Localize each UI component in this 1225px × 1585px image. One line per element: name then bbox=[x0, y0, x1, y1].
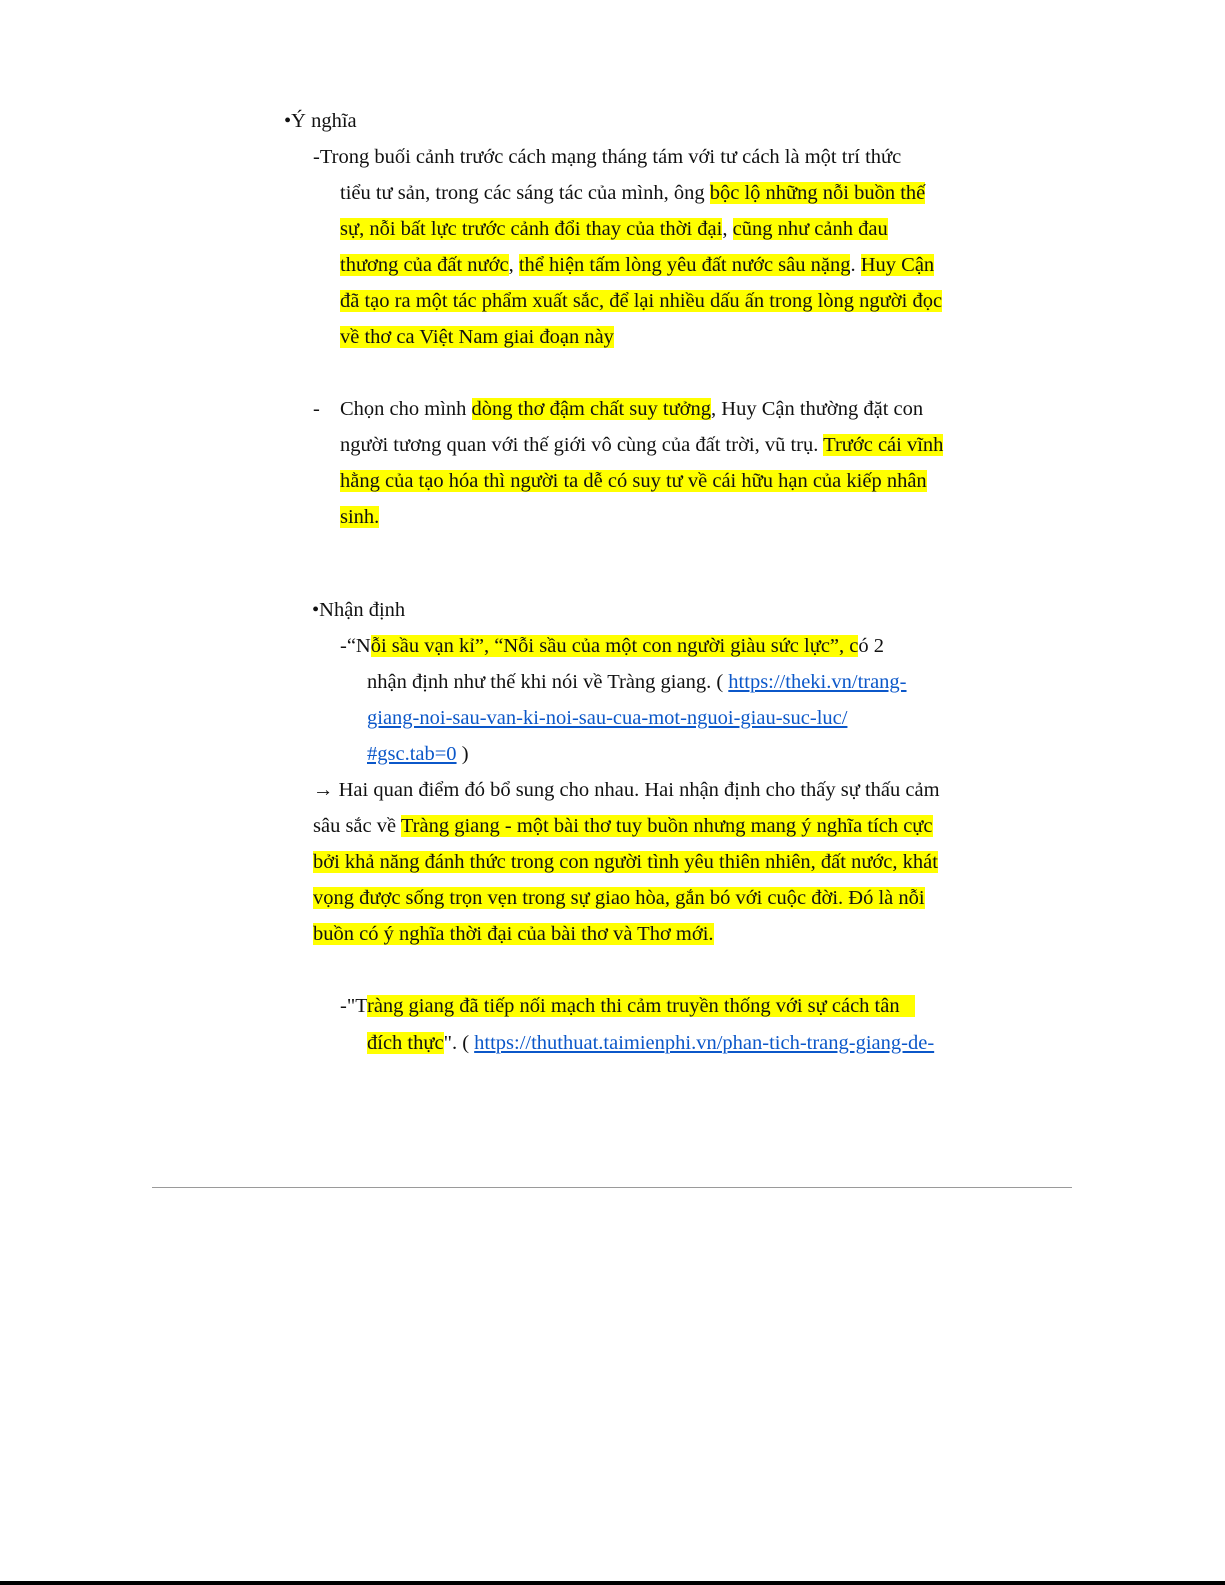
heading-assessment: •Nhận định bbox=[312, 599, 406, 621]
highlight: hằng của tạo hóa thì người ta dễ có suy tư về cái hữu hạn của kiếp nhân bbox=[340, 470, 927, 492]
highlight: buồn có ý nghĩa thời đại của bài thơ và Thơ mới. bbox=[313, 923, 714, 945]
meaning-para1-line1: -Trong buối cảnh trước cách mạng tháng tám với tư cách là một trí thức bbox=[313, 146, 902, 168]
meaning-para1-line5 bbox=[340, 287, 942, 315]
highlight: bởi khả năng đánh thức trong con người tình yêu thiên nhiên, đất nước, khát bbox=[313, 851, 938, 873]
source-link-theki-cont[interactable]: giang-noi-sau-van-ki-noi-sau-cua-mot-nguoi-giau-suc-luc/ bbox=[367, 707, 848, 729]
heading-meaning: •Ý nghĩa bbox=[284, 110, 357, 132]
meaning-para1-line4: thương của đất nước, thể hiện tấm lòng yêu đất nước sâu nặng. Huy Cận bbox=[340, 254, 935, 276]
conclusion-line1: → Hai quan điểm đó bổ sung cho nhau. Hai nhận định cho thấy sự thấu cảm bbox=[313, 779, 940, 801]
highlight: ỗi sầu vạn kỉ”, “Nỗi sầu của một con người giàu sức lực”, c bbox=[370, 635, 859, 657]
meaning-para1-line2: tiểu tư sản, trong các sáng tác của mình, ông bộc lộ những nỗi buồn thế bbox=[340, 182, 926, 204]
assessment-quote1-line3 bbox=[367, 704, 847, 732]
page-divider bbox=[152, 1187, 1072, 1188]
highlight: sinh. bbox=[340, 506, 380, 528]
highlight: đích thực bbox=[367, 1032, 444, 1054]
source-link-theki[interactable]: https://theki.vn/trang- bbox=[728, 671, 907, 693]
highlight: bộc lộ những nỗi buồn thế bbox=[709, 182, 926, 204]
highlight: đã tạo ra một tác phẩm xuất sắc, để lại nhiều dấu ấn trong lòng người đọc bbox=[340, 290, 943, 312]
highlight: ràng giang đã tiếp nối mạch thi cảm truyền thống với sự cách tân bbox=[367, 995, 915, 1017]
meaning-para2-line1: Chọn cho mình dòng thơ đậm chất suy tưởng, Huy Cận thường đặt con bbox=[340, 398, 924, 420]
highlight: vọng được sống trọn vẹn trong sự giao hòa, gắn bó với cuộc đời. Đó là nỗi bbox=[313, 887, 925, 909]
meaning-para2-line2: người tương quan với thế giới vô cùng của đất trời, vũ trụ. Trước cái vĩnh bbox=[340, 434, 944, 456]
meaning-para1-line3: sự, nỗi bất lực trước cảnh đổi thay của thời đại, cũng như cảnh đau bbox=[340, 218, 888, 240]
source-link-theki-anchor[interactable]: #gsc.tab=0 bbox=[367, 743, 457, 765]
highlight: Tràng giang - một bài thơ tuy buồn nhưng mang ý nghĩa tích cực bbox=[400, 815, 933, 837]
assessment-quote1-line1: -“Nỗi sầu vạn kỉ”, “Nỗi sầu của một con người giàu sức lực”, có 2 bbox=[340, 635, 884, 657]
assessment-quote2-line2: đích thực". ( https://thuthuat.taimienphi.vn/phan-tich-trang-giang-de- bbox=[367, 1032, 935, 1054]
highlight: về thơ ca Việt Nam giai đoạn này bbox=[340, 326, 614, 348]
highlight: thể hiện tấm lòng yêu đất nước sâu nặng bbox=[518, 254, 851, 276]
meaning-para2-line3 bbox=[340, 467, 927, 495]
highlight: cũng như cảnh đau bbox=[732, 218, 888, 240]
highlight: Trước cái vĩnh bbox=[823, 434, 944, 456]
conclusion-line3 bbox=[313, 848, 938, 876]
highlight: Huy Cận bbox=[860, 254, 935, 276]
meaning-para1-line6 bbox=[340, 323, 614, 351]
meaning-para2-line4 bbox=[340, 503, 379, 531]
conclusion-line5 bbox=[313, 920, 714, 948]
source-link-taimienphi[interactable]: https://thuthuat.taimienphi.vn/phan-tich-trang-giang-de- bbox=[474, 1032, 935, 1054]
conclusion-line2: sâu sắc về Tràng giang - một bài thơ tuy buồn nhưng mang ý nghĩa tích cực bbox=[313, 815, 933, 837]
highlight: thương của đất nước bbox=[340, 254, 509, 276]
conclusion-line4 bbox=[313, 884, 925, 912]
assessment-quote2-line1: -"Tràng giang đã tiếp nối mạch thi cảm truyền thống với sự cách tân bbox=[340, 995, 915, 1017]
highlight: sự, nỗi bất lực trước cảnh đổi thay của thời đại bbox=[340, 218, 723, 240]
meaning-para2-dash: - bbox=[313, 398, 320, 420]
highlight: dòng thơ đậm chất suy tưởng bbox=[471, 398, 712, 420]
bottom-edge bbox=[0, 1581, 1225, 1585]
assessment-quote1-line2: nhận định như thế khi nói về Tràng giang. ( https://theki.vn/trang- bbox=[367, 671, 907, 693]
assessment-quote1-line4: #gsc.tab=0 ) bbox=[367, 743, 469, 765]
